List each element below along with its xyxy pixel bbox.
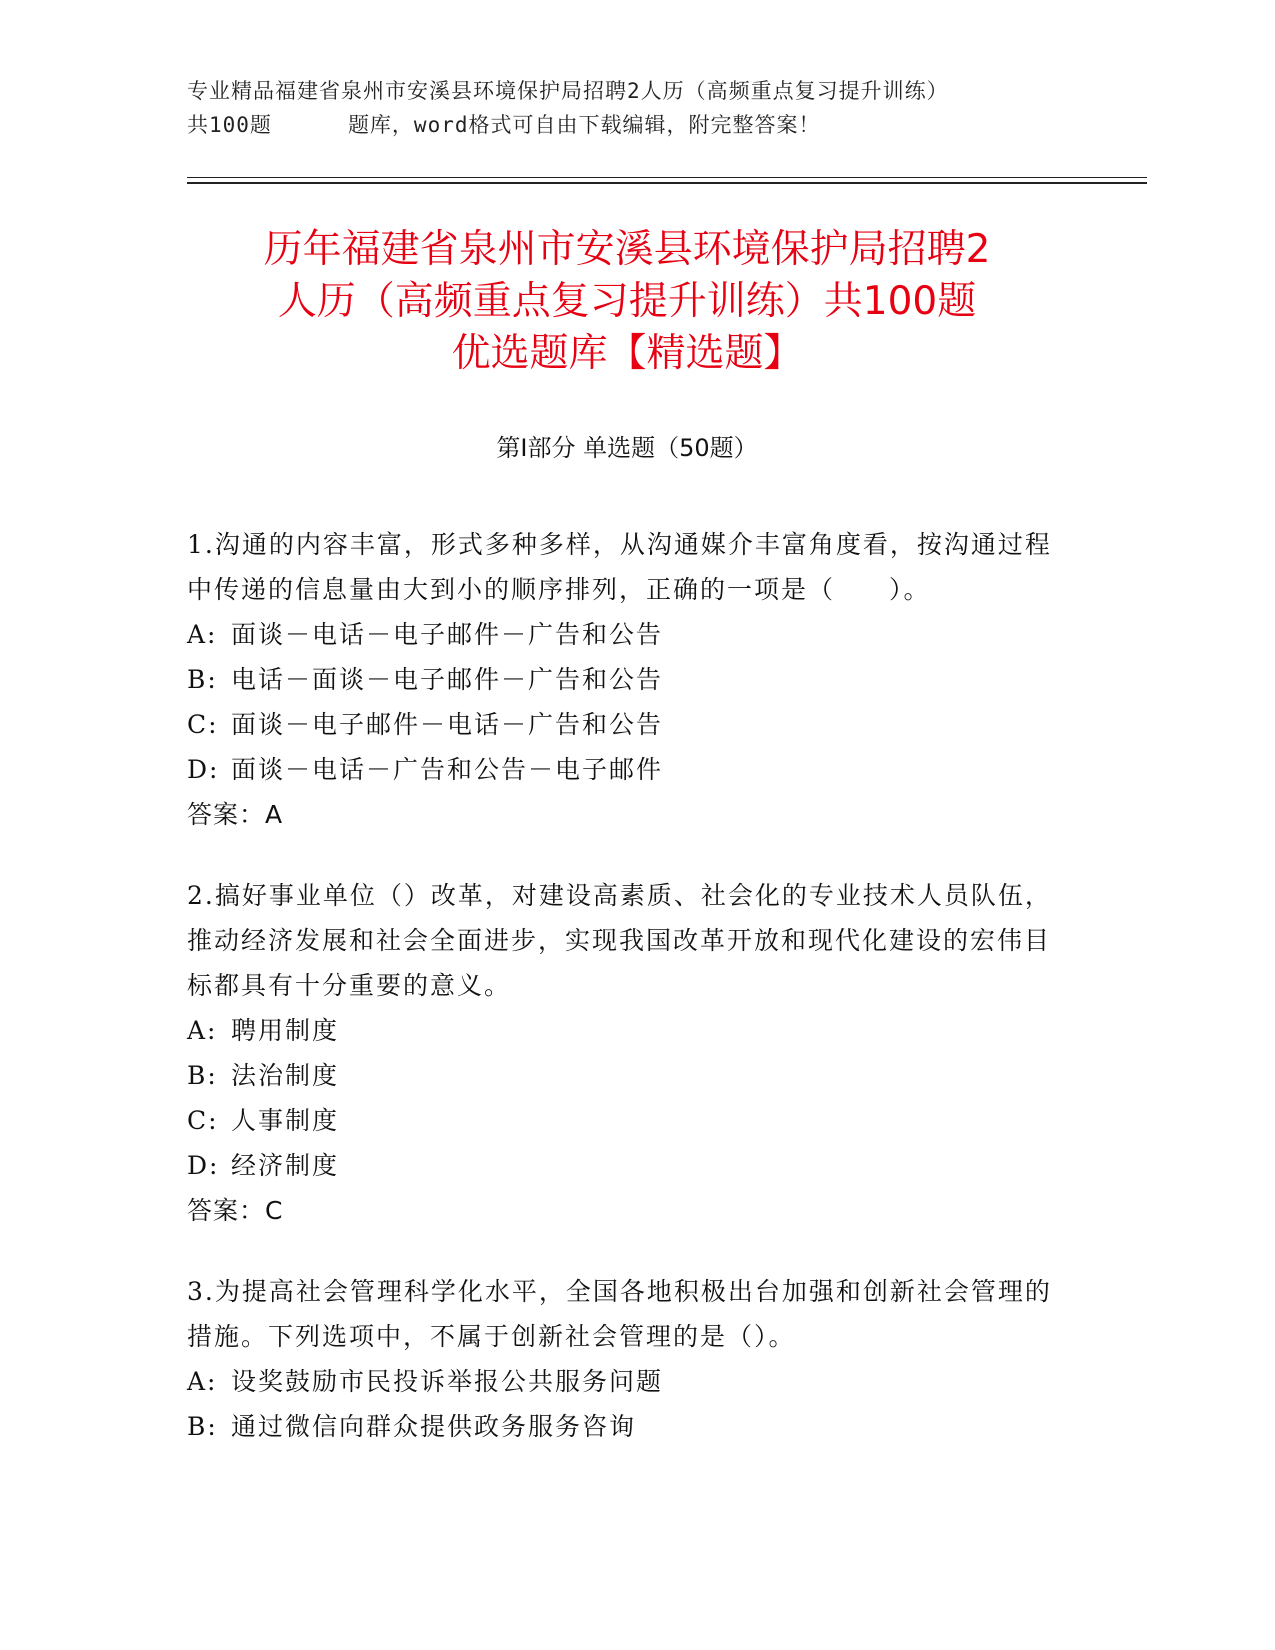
option-text: 面谈－电话－电子邮件－广告和公告	[231, 620, 664, 649]
title-line-1: 历年福建省泉州市安溪县环境保护局招聘2	[263, 227, 991, 272]
option-text: 电话－面谈－电子邮件－广告和公告	[231, 665, 664, 694]
option-a	[187, 1008, 1067, 1053]
question-stem: 2.搞好事业单位（）改革，对建设高素质、社会化的专业技术人员队伍，推动经济发展和社会全面进步，实现我国改革开放和现代化建设的宏伟目标都具有十分重要的意义。	[187, 881, 1052, 1000]
option-text: 面谈－电话－广告和公告－电子邮件	[231, 755, 664, 784]
option-b	[187, 657, 1067, 702]
option-key: C:	[187, 1106, 219, 1135]
option-text: 法治制度	[231, 1061, 340, 1090]
document-title	[187, 224, 1067, 380]
option-key: C:	[187, 710, 219, 739]
question-1	[187, 522, 1067, 837]
option-key: A:	[187, 1016, 218, 1045]
option-text: 面谈－电子邮件－电话－广告和公告	[231, 710, 664, 739]
option-key: B:	[187, 1412, 218, 1441]
header-divider-thick	[187, 182, 1147, 184]
title-line-2: 人历（高频重点复习提升训练）共100题	[277, 279, 977, 324]
option-key: B:	[187, 665, 218, 694]
question-list	[187, 522, 1067, 1485]
section-title: 第I部分 单选题（50题）	[496, 434, 758, 462]
option-key: A:	[187, 1367, 218, 1396]
header-question-count: 共100题	[187, 113, 272, 137]
title-line-3: 优选题库【精选题】	[451, 331, 803, 376]
option-key: B:	[187, 1061, 218, 1090]
option-text: 设奖鼓励市民投诉举报公共服务问题	[231, 1367, 664, 1396]
question-stem: 3.为提高社会管理科学化水平，全国各地积极出台加强和创新社会管理的措施。下列选项中，不属于创新社会管理的是（）。	[187, 1277, 1052, 1351]
option-d	[187, 747, 1067, 792]
document-header-note	[187, 74, 1067, 142]
option-b	[187, 1053, 1067, 1098]
header-line-1: 专业精品福建省泉州市安溪县环境保护局招聘2人历（高频重点复习提升训练）	[187, 79, 949, 103]
option-c	[187, 702, 1067, 747]
option-text: 人事制度	[231, 1106, 340, 1135]
option-a	[187, 612, 1067, 657]
option-key: A:	[187, 620, 218, 649]
answer: 答案：A	[187, 800, 284, 829]
header-description: 题库，word格式可自由下载编辑，附完整答案！	[347, 113, 821, 137]
option-d	[187, 1143, 1067, 1188]
header-divider-thin	[187, 177, 1147, 178]
option-text: 聘用制度	[231, 1016, 340, 1045]
header-line-2	[187, 108, 1067, 142]
option-text: 经济制度	[231, 1151, 340, 1180]
question-stem: 1.沟通的内容丰富，形式多种多样，从沟通媒介丰富角度看，按沟通过程中传递的信息量由大到小的顺序排列，正确的一项是（ ）。	[187, 530, 1052, 604]
answer: 答案：C	[187, 1196, 284, 1225]
question-2	[187, 873, 1067, 1233]
option-a	[187, 1359, 1067, 1404]
option-key: D:	[187, 755, 220, 784]
option-c	[187, 1098, 1067, 1143]
option-b	[187, 1404, 1067, 1449]
option-key: D:	[187, 1151, 220, 1180]
option-text: 通过微信向群众提供政务服务咨询	[231, 1412, 637, 1441]
question-3	[187, 1269, 1067, 1449]
